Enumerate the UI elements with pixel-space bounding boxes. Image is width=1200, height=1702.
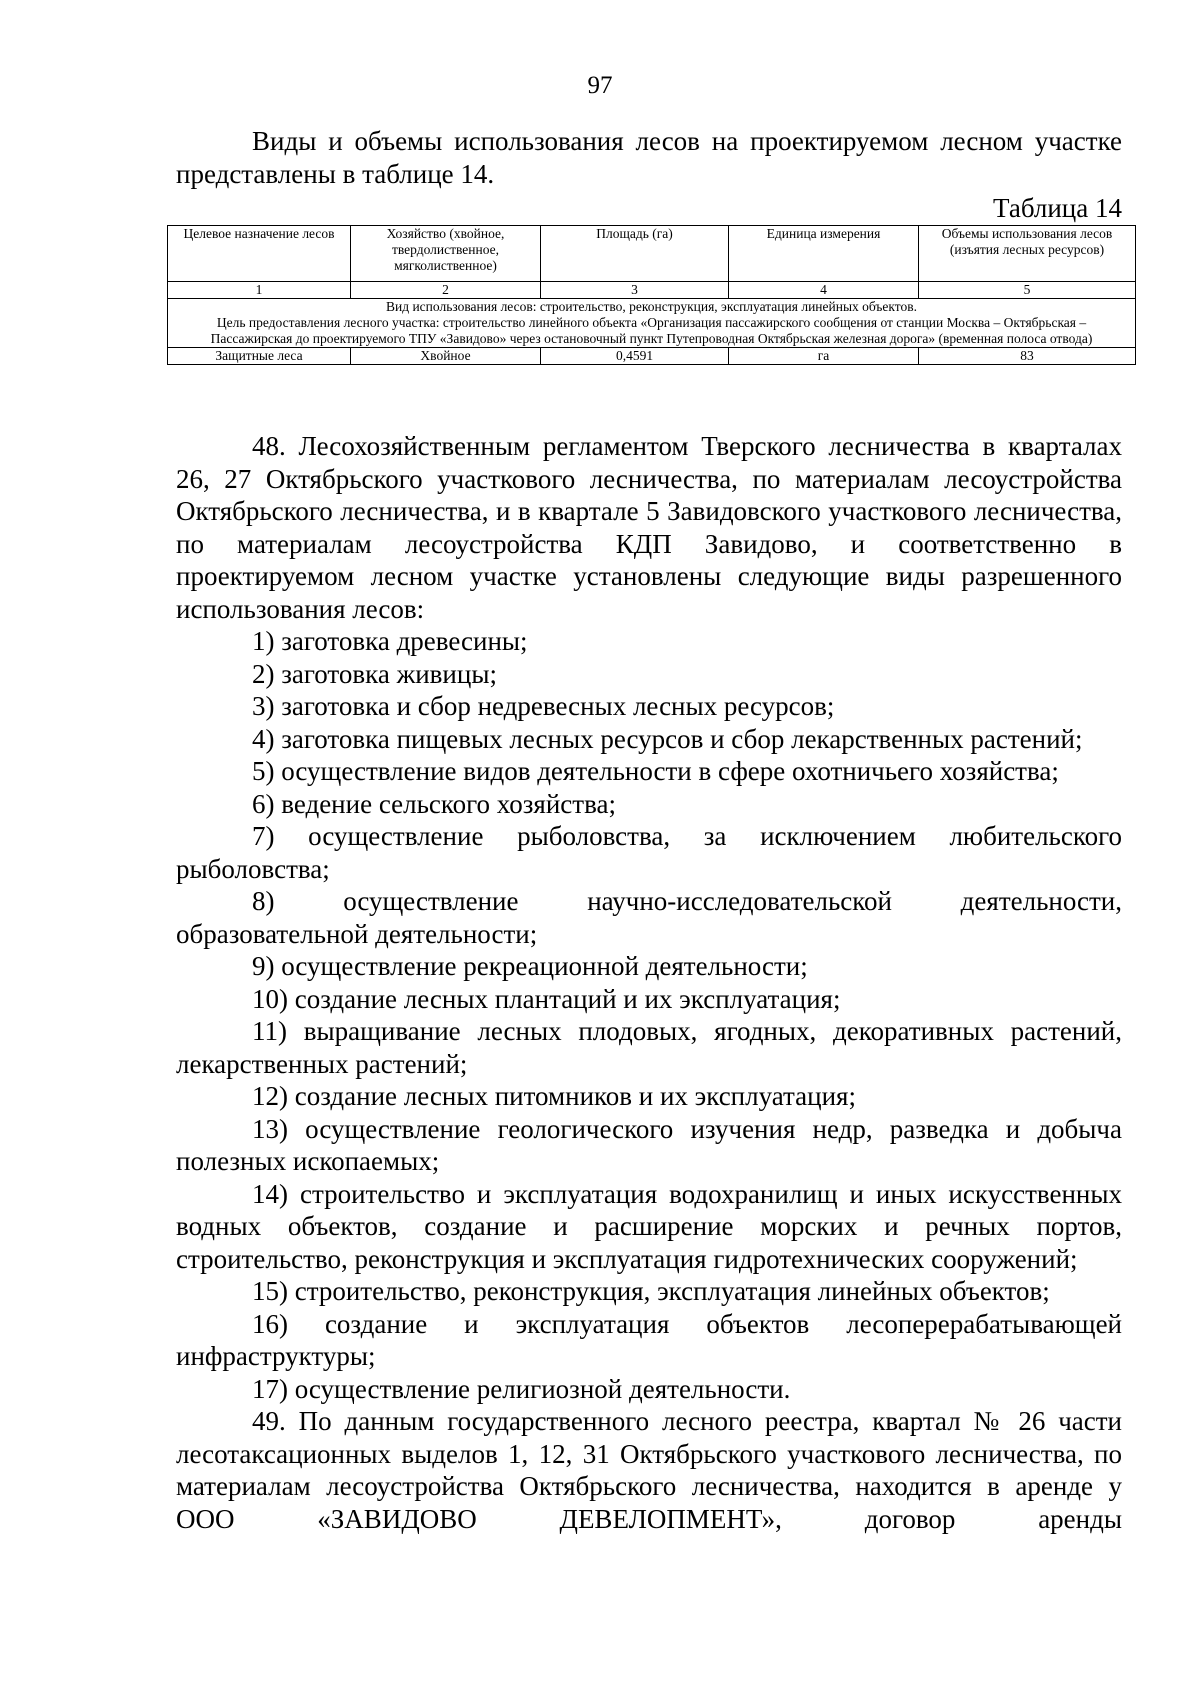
table-cell: Хвойное bbox=[351, 348, 541, 365]
forest-use-table bbox=[167, 225, 1136, 365]
table-cell: га bbox=[729, 348, 919, 365]
list-item: 16) создание и эксплуатация объектов лесоперерабатывающей инфраструктуры; bbox=[176, 1308, 1122, 1371]
table-number-row bbox=[168, 282, 1136, 299]
number-cell: 5 bbox=[919, 282, 1136, 299]
list-item: 9) осуществление рекреационной деятельности; bbox=[252, 951, 808, 981]
number-cell: 1 bbox=[168, 282, 351, 299]
header-cell: Хозяйство (хвойное, твердолиственное, мягколиственное) bbox=[351, 226, 541, 282]
table-header-row bbox=[168, 226, 1136, 282]
header-cell: Единица измерения bbox=[729, 226, 919, 282]
list-item: 15) строительство, реконструкция, эксплуатация линейных объектов; bbox=[252, 1276, 1050, 1306]
purpose-text: Цель предоставления лесного участка: строительство линейного объекта «Организация пассажирского сообщения от станции Москва – Октябрьская – Пассажирская до проектируемого ТПУ «Завидово» через остановочный пункт Путепроводная Октябрьская железная дорога» (временная полоса отвода) bbox=[210, 315, 1093, 346]
use-type-cell bbox=[168, 299, 1136, 348]
list-item: 2) заготовка живицы; bbox=[252, 658, 497, 689]
list-item: 5) осуществление видов деятельности в сфере охотничьего хозяйства; bbox=[252, 756, 1059, 786]
list-item: 13) осуществление геологического изучения недр, разведка и добыча полезных ископаемых; bbox=[176, 1113, 1122, 1176]
list-item: 1) заготовка древесины; bbox=[252, 626, 528, 656]
list-item: 11) выращивание лесных плодовых, ягодных, декоративных растений, лекарственных растений; bbox=[176, 1016, 1122, 1079]
table-use-type-row bbox=[168, 299, 1136, 348]
table-row bbox=[168, 348, 1136, 365]
list-item: 14) строительство и эксплуатация водохранилищ и иных искусственных водных объектов, создание и расширение морских и речных портов, строительство, реконструкция и эксплуатация гидротехнических сооружений; bbox=[176, 1178, 1122, 1274]
number-cell: 2 bbox=[351, 282, 541, 299]
list-item: 7) осуществление рыболовства, за исключением любительского рыболовства; bbox=[176, 821, 1122, 884]
list-item: 3) заготовка и сбор недревесных лесных ресурсов; bbox=[252, 691, 835, 721]
document-body bbox=[176, 430, 1122, 1535]
intro-paragraph: Виды и объемы использования лесов на проектируемом лесном участке представлены в таблице 14. bbox=[176, 126, 1122, 189]
list-item: 12) создание лесных питомников и их эксплуатация; bbox=[252, 1081, 856, 1111]
list-item: 10) создание лесных плантаций и их эксплуатация; bbox=[252, 983, 841, 1014]
table-cell: Защитные леса bbox=[168, 348, 351, 365]
table-cell: 0,4591 bbox=[541, 348, 729, 365]
header-cell: Площадь (га) bbox=[541, 226, 729, 282]
paragraph-49: 49. По данным государственного лесного реестра, квартал № 26 части лесотаксационных выделов 1, 12, 31 Октябрьского участкового лесничества, по материалам лесоустройства Октябрьского лесничества, находится в аренде у ООО «ЗАВИДОВО ДЕВЕЛОПМЕНТ», договор аренды bbox=[176, 1406, 1122, 1534]
header-cell: Целевое назначение лесов bbox=[168, 226, 351, 282]
page-number: 97 bbox=[587, 72, 613, 99]
list-item: 8) осуществление научно-исследовательской деятельности, образовательной деятельности; bbox=[176, 886, 1122, 949]
use-type-text: Вид использования лесов: строительство, реконструкция, эксплуатация линейных объектов. bbox=[385, 299, 918, 314]
paragraph-48: 48. Лесохозяйственным регламентом Тверского лесничества в кварталах 26, 27 Октябрьского участкового лесничества, по материалам лесоустройства Октябрьского лесничества, и в квартале 5 Завидовского участкового лесничества, по материалам лесоустройства КДП Завидово, и соответственно в проектируемом лесном участке установлены следующие виды разрешенного использования лесов: bbox=[176, 431, 1122, 624]
list-item: 4) заготовка пищевых лесных ресурсов и сбор лекарственных растений; bbox=[252, 723, 1083, 754]
table-caption: Таблица 14 bbox=[993, 193, 1122, 223]
list-item: 6) ведение сельского хозяйства; bbox=[252, 788, 616, 819]
table-cell: 83 bbox=[919, 348, 1136, 365]
list-item: 17) осуществление религиозной деятельности. bbox=[252, 1373, 791, 1404]
header-cell: Объемы использования лесов (изъятия лесных ресурсов) bbox=[919, 226, 1136, 282]
number-cell: 4 bbox=[729, 282, 919, 299]
number-cell: 3 bbox=[541, 282, 729, 299]
